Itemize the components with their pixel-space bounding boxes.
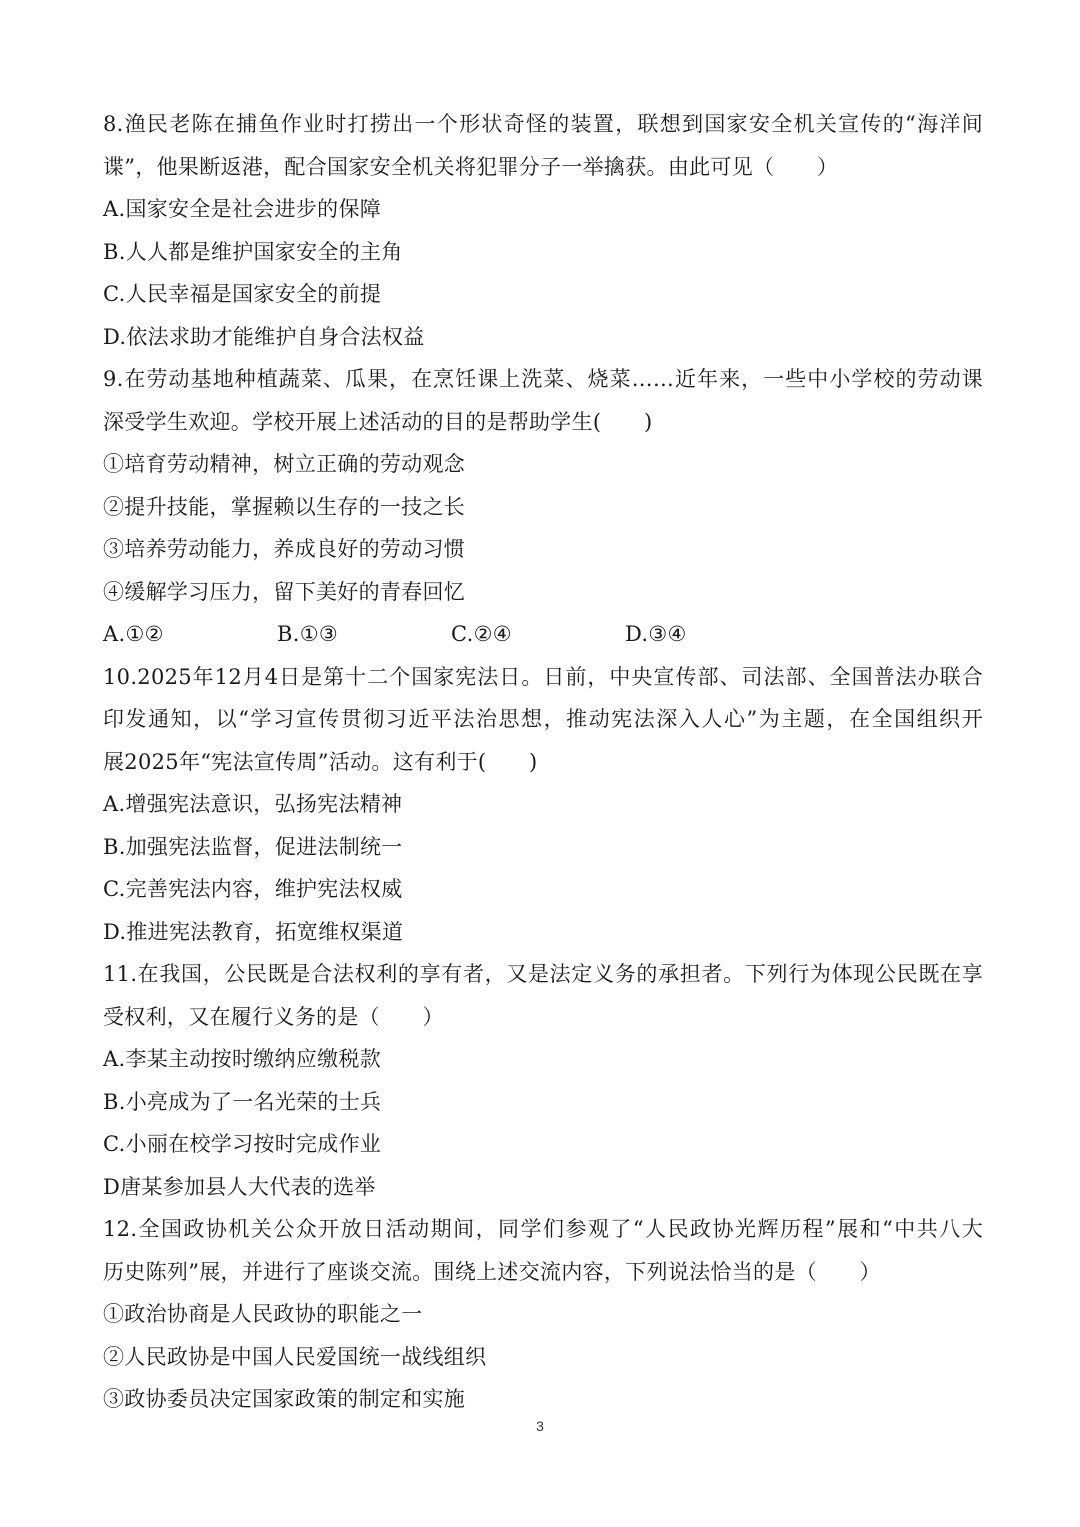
question-10-option-d: D.推进宪法教育，拓宽维权渠道	[103, 919, 404, 944]
page-content	[103, 103, 983, 1421]
question-8-option-b: B.人人都是维护国家安全的主角	[103, 239, 403, 264]
question-10-option-c: C.完善宪法内容，维护宪法权威	[103, 877, 403, 901]
question-9-option-c: C.②④	[451, 622, 512, 646]
question-9-option-d: D.③④	[625, 622, 687, 646]
question-12-statement-2: ②人民政协是中国人民爱国统一战线组织	[103, 1344, 487, 1369]
question-10-stem-line-3: 展2025年“宪法宣传周”活动。这有利于( )	[103, 749, 538, 774]
question-9-statement-2: ②提升技能，掌握赖以生存的一技之长	[103, 494, 466, 519]
question-11-stem-line-1: 11.在我国，公民既是合法权利的享有者，又是法定义务的承担者。下列行为体现公民既在享	[103, 962, 983, 986]
question-12-stem-line-2: 历史陈列”展，并进行了座谈交流。围绕上述交流内容，下列说法恰当的是（ ）	[103, 1259, 881, 1284]
question-12-stem-line-1: 12.全国政协机关公众开放日活动期间，同学们参观了“人民政协光辉历程”展和“中共八大	[103, 1217, 983, 1241]
question-8-stem-line-1: 8.渔民老陈在捕鱼作业时打捞出一个形状奇怪的装置，联想到国家安全机关宣传的“海洋间	[103, 112, 983, 136]
question-11	[103, 953, 983, 1208]
question-9-option-b: B.①③	[277, 622, 338, 646]
question-8-option-a: A.国家安全是社会进步的保障	[103, 197, 382, 221]
question-12-statement-3: ③政协委员决定国家政策的制定和实施	[103, 1387, 466, 1411]
question-9-statement-4: ④缓解学习压力，留下美好的青春回忆	[103, 579, 466, 604]
question-9-stem-line-1: 9.在劳动基地种植蔬菜、瓜果，在烹饪课上洗菜、烧菜……近年来，一些中小学校的劳动课	[103, 367, 983, 391]
question-9-stem-line-2: 深受学生欢迎。学校开展上述活动的目的是帮助学生( )	[103, 409, 653, 434]
question-11-stem-line-2: 受权利，又在履行义务的是（ ）	[103, 1004, 444, 1029]
question-9-statement-3: ③培养劳动能力，养成良好的劳动习惯	[103, 537, 466, 561]
question-9	[103, 358, 983, 656]
question-11-option-b: B.小亮成为了一名光荣的士兵	[103, 1089, 382, 1114]
question-12-statement-1: ①政治协商是人民政协的职能之一	[103, 1302, 423, 1326]
question-8-stem-line-2: 谍”，他果断返港，配合国家安全机关将犯罪分子一举擒获。由此可见（ ）	[103, 154, 839, 179]
question-9-options-row	[103, 613, 983, 656]
question-9-option-a: A.①②	[103, 622, 164, 646]
question-10-stem-line-2: 印发通知，以“学习宣传贯彻习近平法治思想，推动宪法深入人心”为主题，在全国组织开	[103, 707, 983, 731]
question-11-option-d: D唐某参加县人大代表的选举	[103, 1174, 376, 1199]
question-11-option-c: C.小丽在校学习按时完成作业	[103, 1132, 382, 1156]
question-10-option-a: A.增强宪法意识，弘扬宪法精神	[103, 792, 403, 816]
question-8-option-d: D.依法求助才能维护自身合法权益	[103, 324, 425, 349]
question-10	[103, 656, 983, 954]
question-11-option-a: A.李某主动按时缴纳应缴税款	[103, 1047, 382, 1071]
question-8-option-c: C.人民幸福是国家安全的前提	[103, 282, 382, 306]
question-8	[103, 103, 983, 358]
question-9-statement-1: ①培育劳动精神，树立正确的劳动观念	[103, 452, 466, 476]
question-10-stem-line-1: 10.2025年12月4日是第十二个国家宪法日。日前，中央宣传部、司法部、全国普法办联合	[103, 664, 983, 689]
question-12	[103, 1208, 983, 1421]
page-number: 3	[536, 1418, 544, 1434]
question-10-option-b: B.加强宪法监督，促进法制统一	[103, 834, 403, 859]
